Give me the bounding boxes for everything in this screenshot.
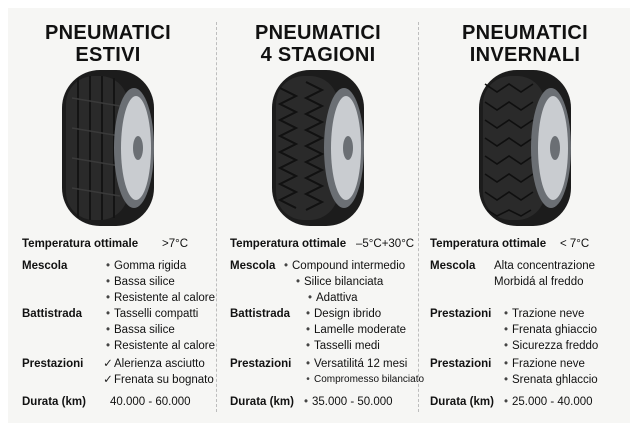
mescola-item: • Bassa silice (102, 274, 215, 290)
temperature-label: Temperatura ottimale (430, 238, 547, 250)
durata-label: Durata (km) (22, 396, 86, 408)
mescola-item: • Gomma rigida (102, 258, 215, 274)
temperature-value: < 7°C (560, 238, 590, 250)
title-line-1: PNEUMATICI (255, 22, 381, 44)
durata-label: Durata (km) (430, 396, 494, 408)
summer-tire-image (56, 68, 160, 228)
prestazioni-label: Prestazioni (22, 358, 84, 370)
column-title (218, 22, 418, 66)
prestazioni-label: Prestazioni (230, 358, 292, 370)
battistrada-item: • Resistente al calore (102, 338, 215, 354)
prestazioni-item: • Srenata ghlaccio (500, 372, 598, 388)
battistrada-item: • Frenata ghiaccio (500, 322, 598, 338)
comparison-panel (8, 8, 630, 423)
title-line-1: PNEUMATICI (462, 22, 588, 44)
battistrada-item: • Sicurezza freddo (500, 338, 598, 354)
title-line-2: INVERNALI (469, 44, 581, 66)
prestazioni-item: ✓ Frenata su bognato (102, 372, 214, 388)
mescola-label: Mescola (22, 260, 68, 272)
durata-value: • 25.000 - 40.000 (500, 394, 593, 410)
mescola-item: • Silice bilanciata (280, 274, 405, 290)
prestazioni-item: ✓ Alerienza asciutto (102, 356, 214, 372)
temperature-label: Temperatura ottimale (22, 238, 139, 250)
battistrada-label: Battistrada (22, 308, 83, 320)
prestazioni-label: Prestazioni (430, 358, 492, 370)
column-divider (418, 22, 419, 412)
battistrada-item: • Trazione neve (500, 306, 598, 322)
column-4-stagioni (218, 8, 425, 423)
title-line-1: PNEUMATICI (45, 22, 171, 44)
column-title (8, 22, 208, 66)
battistrada-item: • Lamelle moderate (302, 322, 406, 338)
mescola-item: Morbidá al freddo (494, 276, 584, 288)
all-season-tire-image (266, 68, 370, 228)
winter-tire-image (473, 68, 577, 228)
battistrada-item: • Tasselli compatti (102, 306, 215, 322)
column-estivi (8, 8, 215, 423)
battistrada-label: Battistrada (230, 308, 291, 320)
durata-label: Durata (km) (230, 396, 294, 408)
battistrada-item: • Tasselli medi (302, 338, 406, 354)
prestazioni-item: • Versatilitá 12 mesi (302, 356, 424, 372)
column-invernali (420, 8, 630, 423)
title-line-2: 4 STAGIONI (260, 44, 376, 66)
prestazioni-item: • Frazione neve (500, 356, 598, 372)
battistrada-item: • Bassa silice (102, 322, 215, 338)
mescola-item: Alta concentrazione (494, 260, 596, 272)
mescola-label: Mescola (430, 260, 476, 272)
mescola-item: • Adattiva (280, 290, 405, 306)
temperature-value: –5°C+30°C (356, 238, 415, 250)
temperature-value: >7°C (162, 238, 189, 250)
durata-value: 40.000 - 60.000 (110, 396, 191, 408)
battistrada-label: Prestazioni (430, 308, 492, 320)
mescola-label: Mescola (230, 260, 276, 272)
mescola-item: • Resistente al calore (102, 290, 215, 306)
temperature-label: Temperatura ottimale (230, 238, 347, 250)
column-divider (216, 22, 217, 412)
battistrada-item: • Design ibrido (302, 306, 406, 322)
title-line-2: ESTIVI (75, 44, 141, 66)
prestazioni-item: • Compromesso bilanciato (302, 372, 424, 388)
mescola-item: • Compound intermedio (280, 258, 405, 274)
durata-value: • 35.000 - 50.000 (300, 394, 393, 410)
column-title (420, 22, 630, 66)
